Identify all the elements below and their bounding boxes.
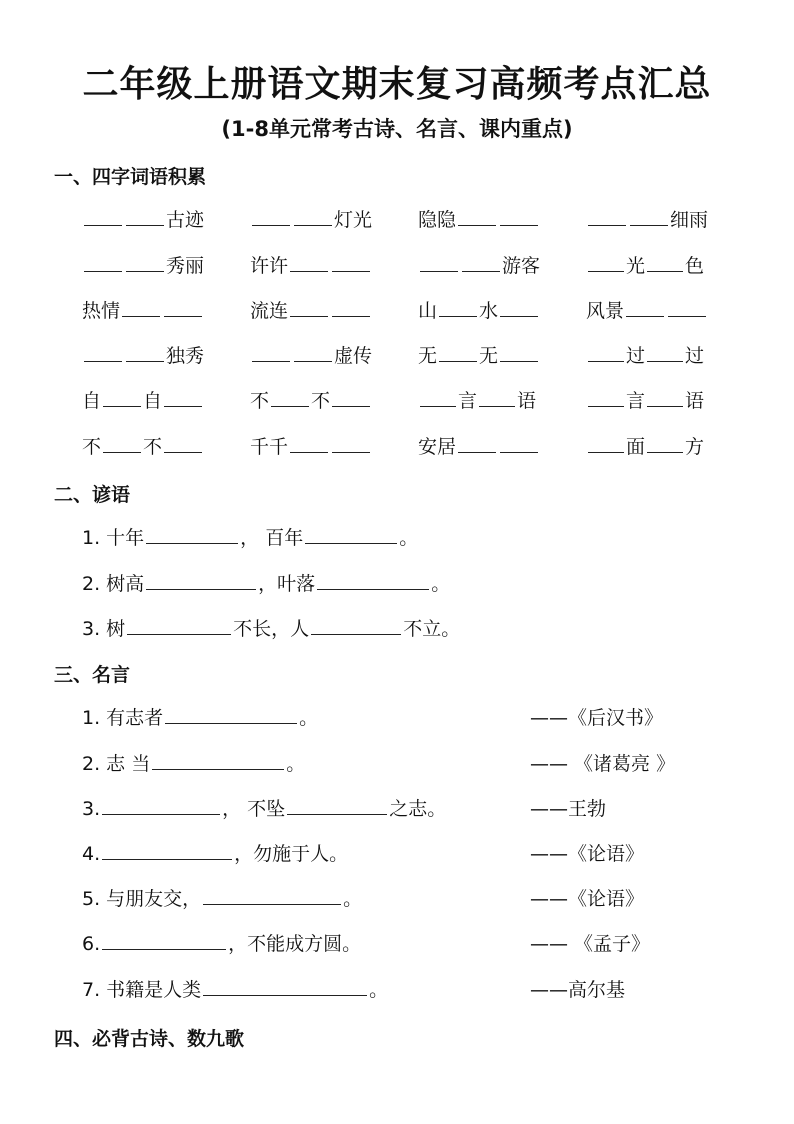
text-segment: ，勿施于人。 <box>234 843 349 865</box>
fill-in-blank[interactable] <box>126 253 164 272</box>
fill-in-blank[interactable] <box>311 616 401 635</box>
fill-in-blank[interactable] <box>164 298 202 317</box>
fill-in-blank[interactable] <box>332 434 370 453</box>
fill-in-blank[interactable] <box>462 253 500 272</box>
idiom-item <box>250 386 372 416</box>
fill-in-blank[interactable] <box>165 705 297 724</box>
fill-in-blank[interactable] <box>332 388 370 407</box>
text-segment: 虚传 <box>334 345 373 367</box>
proverb-item <box>82 522 418 554</box>
fill-in-blank[interactable] <box>458 434 496 453</box>
idiom-item <box>586 432 704 462</box>
text-segment: ，叶落 <box>258 573 316 595</box>
quote-item <box>82 838 348 870</box>
fill-in-blank[interactable] <box>647 253 683 272</box>
idiom-item <box>82 341 204 371</box>
idiom-item <box>586 386 704 416</box>
page-title: 二年级上册语文期末复习高频考点汇总 <box>82 64 712 105</box>
fill-in-blank[interactable] <box>317 571 429 590</box>
text-segment: 4. <box>82 843 101 865</box>
text-segment: 自 <box>82 390 102 412</box>
quote-item <box>82 702 318 734</box>
text-segment: 言 <box>626 390 646 412</box>
text-segment: 不 <box>143 436 163 458</box>
fill-in-blank[interactable] <box>84 343 122 362</box>
fill-in-blank[interactable] <box>126 343 164 362</box>
idiom-item <box>250 432 372 462</box>
section-title-poems: 四、必背古诗、数九歌 <box>54 1028 245 1050</box>
fill-in-blank[interactable] <box>626 298 664 317</box>
text-segment: 不 <box>82 436 102 458</box>
text-segment: 自 <box>143 390 163 412</box>
fill-in-blank[interactable] <box>630 207 668 226</box>
proverb-item <box>82 613 460 645</box>
quote-source: ——高尔基 <box>530 979 626 1001</box>
fill-in-blank[interactable] <box>588 388 624 407</box>
text-segment: 过 <box>685 345 705 367</box>
text-segment: 言 <box>458 390 478 412</box>
text-segment: ， 百年 <box>240 527 304 549</box>
text-segment: 水 <box>479 300 499 322</box>
quote-source: ——《论语》 <box>530 888 645 910</box>
fill-in-blank[interactable] <box>420 253 458 272</box>
fill-in-blank[interactable] <box>127 616 231 635</box>
fill-in-blank[interactable] <box>103 388 141 407</box>
text-segment: 。 <box>431 573 451 595</box>
section-title-proverbs: 二、谚语 <box>54 484 131 506</box>
text-segment: 安居 <box>418 436 457 458</box>
quote-item <box>82 974 388 1006</box>
text-segment: 6. <box>82 933 101 955</box>
text-segment: 5. 与朋友交， <box>82 888 202 910</box>
fill-in-blank[interactable] <box>500 207 538 226</box>
text-segment: 千千 <box>250 436 289 458</box>
fill-in-blank[interactable] <box>500 434 538 453</box>
text-segment: 光 <box>626 255 646 277</box>
fill-in-blank[interactable] <box>500 298 538 317</box>
fill-in-blank[interactable] <box>84 207 122 226</box>
fill-in-blank[interactable] <box>294 343 332 362</box>
quote-item <box>82 748 305 780</box>
text-segment: 3. 树 <box>82 618 126 640</box>
quote-source: ——《后汉书》 <box>530 707 664 729</box>
fill-in-blank[interactable] <box>647 434 683 453</box>
text-segment: 许许 <box>250 255 289 277</box>
fill-in-blank[interactable] <box>588 434 624 453</box>
idiom-item <box>82 432 204 462</box>
text-segment: 独秀 <box>166 345 205 367</box>
fill-in-blank[interactable] <box>479 388 515 407</box>
text-segment: 古迹 <box>166 209 205 231</box>
proverb-item <box>82 568 450 600</box>
text-segment: 山 <box>418 300 438 322</box>
quote-item <box>82 928 361 960</box>
fill-in-blank[interactable] <box>102 931 226 950</box>
text-segment: 1. 十年 <box>82 527 145 549</box>
text-segment: ， 不坠 <box>222 798 286 820</box>
text-segment: 细雨 <box>670 209 709 231</box>
quote-source: ——王勃 <box>530 798 607 820</box>
page-subtitle: (1-8单元常考古诗、名言、课内重点) <box>221 117 573 141</box>
idiom-item <box>586 251 704 281</box>
quote-item <box>82 793 446 825</box>
section-title-idioms: 一、四字词语积累 <box>54 166 207 188</box>
fill-in-blank[interactable] <box>102 841 232 860</box>
text-segment: 不 <box>311 390 331 412</box>
text-segment: 不立。 <box>403 618 461 640</box>
fill-in-blank[interactable] <box>126 207 164 226</box>
fill-in-blank[interactable] <box>439 298 477 317</box>
text-segment: 语 <box>517 390 537 412</box>
fill-in-blank[interactable] <box>668 298 706 317</box>
text-segment: ，不能成方圆。 <box>228 933 362 955</box>
text-segment: 灯光 <box>334 209 373 231</box>
idiom-item <box>82 296 204 326</box>
text-segment: 。 <box>369 979 389 1001</box>
text-segment: 2. 志 当 <box>82 753 151 775</box>
idiom-item <box>250 341 372 371</box>
idiom-item <box>418 296 540 326</box>
quote-source: —— 《孟子》 <box>530 933 651 955</box>
fill-in-blank[interactable] <box>647 388 683 407</box>
section-title-quotes: 三、名言 <box>54 664 131 686</box>
fill-in-blank[interactable] <box>146 571 256 590</box>
text-segment: 。 <box>299 707 319 729</box>
fill-in-blank[interactable] <box>420 388 456 407</box>
text-segment: 热情 <box>82 300 121 322</box>
fill-in-blank[interactable] <box>102 796 220 815</box>
fill-in-blank[interactable] <box>164 434 202 453</box>
fill-in-blank[interactable] <box>290 298 328 317</box>
fill-in-blank[interactable] <box>203 977 367 996</box>
fill-in-blank[interactable] <box>271 388 309 407</box>
text-segment: 之志。 <box>389 798 447 820</box>
idiom-item <box>250 296 372 326</box>
fill-in-blank[interactable] <box>252 207 290 226</box>
fill-in-blank[interactable] <box>500 343 538 362</box>
idiom-item <box>250 251 372 281</box>
idiom-item <box>82 205 204 235</box>
idiom-item <box>250 205 372 235</box>
fill-in-blank[interactable] <box>588 207 626 226</box>
text-segment: 游客 <box>502 255 541 277</box>
fill-in-blank[interactable] <box>458 207 496 226</box>
idiom-item <box>82 386 204 416</box>
idiom-item <box>418 341 540 371</box>
text-segment: 无 <box>479 345 499 367</box>
fill-in-blank[interactable] <box>294 207 332 226</box>
fill-in-blank[interactable] <box>290 434 328 453</box>
text-segment: 。 <box>399 527 419 549</box>
fill-in-blank[interactable] <box>103 434 141 453</box>
idiom-item <box>586 205 708 235</box>
text-segment: 方 <box>685 436 705 458</box>
text-segment: 无 <box>418 345 438 367</box>
text-segment: 秀丽 <box>166 255 205 277</box>
quote-source: —— 《诸葛亮 》 <box>530 753 676 775</box>
text-segment: 色 <box>685 255 705 277</box>
fill-in-blank[interactable] <box>122 298 160 317</box>
fill-in-blank[interactable] <box>164 388 202 407</box>
text-segment: 。 <box>286 753 306 775</box>
fill-in-blank[interactable] <box>252 343 290 362</box>
text-segment: 7. 书籍是人类 <box>82 979 202 1001</box>
text-segment: 语 <box>685 390 705 412</box>
text-segment: 2. 树高 <box>82 573 145 595</box>
idiom-item <box>418 386 536 416</box>
fill-in-blank[interactable] <box>287 796 387 815</box>
idiom-item <box>418 205 540 235</box>
text-segment: 1. 有志者 <box>82 707 164 729</box>
fill-in-blank[interactable] <box>647 343 683 362</box>
fill-in-blank[interactable] <box>146 525 238 544</box>
fill-in-blank[interactable] <box>439 343 477 362</box>
text-segment: 不 <box>250 390 270 412</box>
text-segment: 3. <box>82 798 101 820</box>
fill-in-blank[interactable] <box>305 525 397 544</box>
idiom-item <box>418 251 540 281</box>
fill-in-blank[interactable] <box>332 253 370 272</box>
fill-in-blank[interactable] <box>203 886 341 905</box>
text-segment: 不长，人 <box>233 618 310 640</box>
text-segment: 风景 <box>586 300 625 322</box>
fill-in-blank[interactable] <box>84 253 122 272</box>
quote-source: ——《论语》 <box>530 843 645 865</box>
text-segment: 。 <box>343 888 363 910</box>
idiom-item <box>586 296 708 326</box>
fill-in-blank[interactable] <box>332 298 370 317</box>
text-segment: 隐隐 <box>418 209 457 231</box>
fill-in-blank[interactable] <box>152 751 284 770</box>
idiom-item <box>586 341 704 371</box>
text-segment: 流连 <box>250 300 289 322</box>
quote-item <box>82 883 362 915</box>
fill-in-blank[interactable] <box>290 253 328 272</box>
fill-in-blank[interactable] <box>588 253 624 272</box>
fill-in-blank[interactable] <box>588 343 624 362</box>
idiom-item <box>82 251 204 281</box>
idiom-item <box>418 432 540 462</box>
text-segment: 面 <box>626 436 646 458</box>
text-segment: 过 <box>626 345 646 367</box>
